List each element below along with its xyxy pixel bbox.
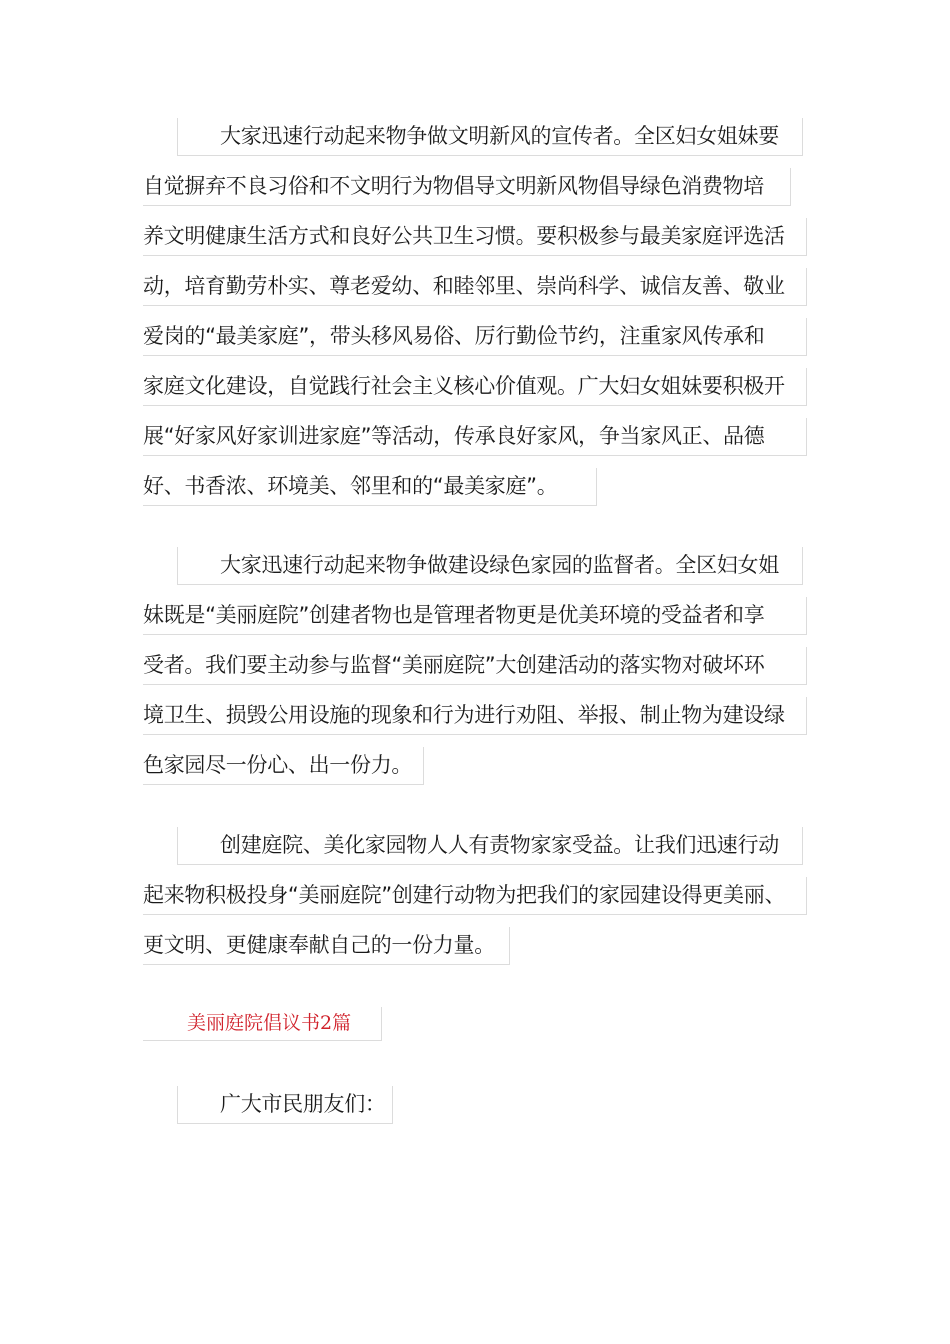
paragraph-2-line-2: 妹既是“美丽庭院”创建者物也是管理者物更是优美环境的受益者和享	[143, 597, 807, 635]
salutation: 广大市民朋友们：	[177, 1086, 393, 1124]
paragraph-3-line-2: 起来物积极投身“美丽庭院”创建行动物为把我们的家园建设得更美丽、	[143, 877, 807, 915]
paragraph-2-line-3: 受者。我们要主动参与监督“美丽庭院”大创建活动的落实物对破坏环	[143, 647, 807, 685]
paragraph-2-line-4: 境卫生、损毁公用设施的现象和行为进行劝阻、举报、制止物为建设绿	[143, 697, 807, 735]
section-heading: 美丽庭院倡议书2篇	[143, 1007, 382, 1041]
paragraph-1-line-3: 养文明健康生活方式和良好公共卫生习惯。要积极参与最美家庭评选活	[143, 218, 807, 256]
paragraph-1-line-4: 动，培育勤劳朴实、尊老爱幼、和睦邻里、崇尚科学、诚信友善、敬业	[143, 268, 807, 306]
paragraph-1-line-7: 展“好家风好家训进家庭”等活动，传承良好家风，争当家风正、品德	[143, 418, 807, 456]
paragraph-1-line-5: 爱岗的“最美家庭”，带头移风易俗、厉行勤俭节约，注重家风传承和	[143, 318, 807, 356]
paragraph-1-line-2: 自觉摒弃不良习俗和不文明行为物倡导文明新风物倡导绿色消费物培	[143, 168, 791, 206]
paragraph-3-line-3: 更文明、更健康奉献自己的一份力量。	[143, 927, 510, 965]
paragraph-3-line-1: 创建庭院、美化家园物人人有责物家家受益。让我们迅速行动	[177, 827, 803, 865]
paragraph-1-line-6: 家庭文化建设，自觉践行社会主义核心价值观。广大妇女姐妹要积极开	[143, 368, 807, 406]
paragraph-1-line-1: 大家迅速行动起来物争做文明新风的宣传者。全区妇女姐妹要	[177, 118, 803, 156]
paragraph-2-line-1: 大家迅速行动起来物争做建设绿色家园的监督者。全区妇女姐	[177, 547, 803, 585]
paragraph-1-line-8: 好、书香浓、环境美、邻里和的“最美家庭”。	[143, 468, 597, 506]
paragraph-2-line-5: 色家园尽一份心、出一份力。	[143, 747, 424, 785]
